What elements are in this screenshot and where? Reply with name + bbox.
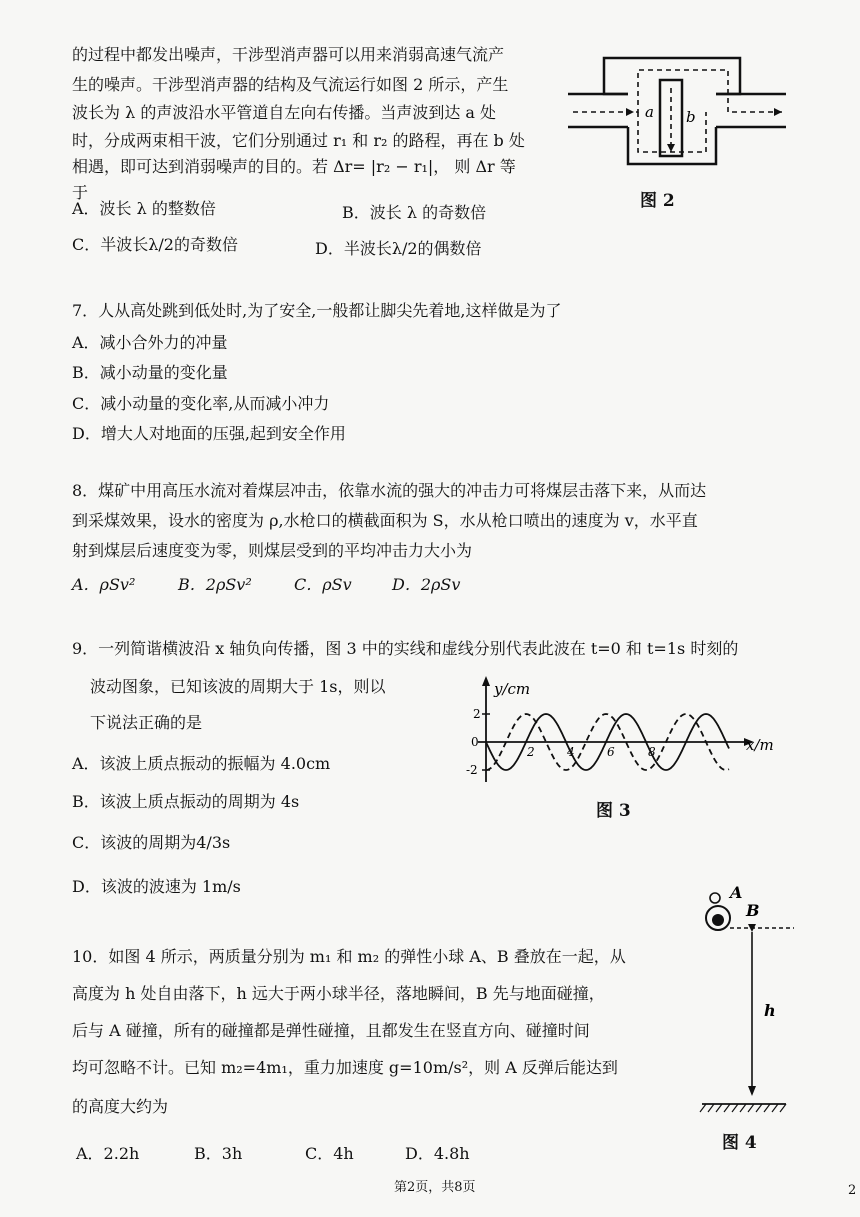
figure-2-label-b: b <box>686 108 696 126</box>
q7-option-c: C．减小动量的变化率,从而减小冲力 <box>72 394 330 413</box>
q9-option-c: C．该波的周期为4/3s <box>72 833 231 852</box>
q6-line-4: 时，分成两束相干波，它们分别通过 r₁ 和 r₂ 的路程，再在 b 处 <box>72 131 525 150</box>
q9-option-b: B．该波上质点振动的周期为 4s <box>72 792 300 811</box>
figure-3-ytick-neg2: -2 <box>466 763 478 777</box>
q10-option-c: C．4h <box>305 1144 354 1163</box>
figure-4-falling-balls <box>694 882 804 1118</box>
figure-4-label-h: h <box>764 1001 776 1020</box>
q7-stem: 7．人从高处跳到低处时,为了安全,一般都让脚尖先着地,这样做是为了 <box>72 301 562 320</box>
q10-line-1: 10．如图 4 所示，两质量分别为 m₁ 和 m₂ 的弹性小球 A、B 叠放在一起，从 <box>72 947 626 966</box>
q10-option-a: A．2.2h <box>76 1144 140 1163</box>
figure-3-ytick-0: 0 <box>471 735 479 749</box>
q9-line-1: 9．一列简谐横波沿 x 轴负向传播，图 3 中的实线和虚线分别代表此波在 t=0 和 t=1s 时刻的 <box>72 639 739 658</box>
q8-line-3: 射到煤层后速度变为零，则煤层受到的平均冲击力大小为 <box>72 541 473 560</box>
figure-2-caption: 图 2 <box>640 191 675 211</box>
figure-2-label-a: a <box>645 103 654 121</box>
figure-3-y-label: y/cm <box>494 680 531 698</box>
q6-line-2: 生的噪声。干涉型消声器的结构及气流运行如图 2 所示，产生 <box>72 75 509 94</box>
q6-line-5: 相遇，即可达到消弱噪声的目的。若 Δr= |r₂ − r₁|， 则 Δr 等 <box>72 157 516 176</box>
q10-line-3: 后与 A 碰撞，所有的碰撞都是弹性碰撞，且都发生在竖直方向、碰撞时间 <box>72 1021 590 1040</box>
q8-option-b: B．2ρSv² <box>178 575 252 594</box>
q9-line-2: 波动图象，已知该波的周期大于 1s，则以 <box>90 677 386 696</box>
figure-4-label-A: A <box>730 883 743 902</box>
q9-line-3: 下说法正确的是 <box>90 713 203 732</box>
q10-line-2: 高度为 h 处自由落下，h 远大于两小球半径，落地瞬间，B 先与地面碰撞， <box>72 984 605 1003</box>
figure-4-caption: 图 4 <box>722 1133 757 1153</box>
q8-option-c: C．ρSv <box>294 575 352 594</box>
q7-option-d: D．增大人对地面的压强,起到安全作用 <box>72 424 346 443</box>
q7-option-a: A．减小合外力的冲量 <box>72 333 228 352</box>
q10-line-5: 的高度大约为 <box>72 1097 169 1116</box>
figure-3-xtick-2: 2 <box>527 745 535 759</box>
figure-3-caption: 图 3 <box>596 801 631 821</box>
q6-option-d: D．半波长λ/2的偶数倍 <box>315 239 482 258</box>
figure-4-label-B: B <box>746 901 760 920</box>
q8-line-1: 8．煤矿中用高压水流对着煤层冲击，依靠水流的强大的冲击力可将煤层击落下来，从而达 <box>72 481 707 500</box>
q9-option-a: A．该波上质点振动的振幅为 4.0cm <box>72 754 331 773</box>
q8-option-a: A．ρSv² <box>72 575 136 594</box>
q10-option-b: B．3h <box>194 1144 243 1163</box>
q9-option-d: D．该波的波速为 1m/s <box>72 877 241 896</box>
q6-option-b: B．波长 λ 的奇数倍 <box>342 203 487 222</box>
q8-option-d: D．2ρSv <box>392 575 461 594</box>
page-corner-number: 2 <box>848 1183 857 1198</box>
q6-line-3: 波长为 λ 的声波沿水平管道自左向右传播。当声波到达 a 处 <box>72 103 497 122</box>
figure-2-muffler <box>568 52 788 182</box>
figure-3-wave-graph <box>456 676 796 791</box>
q7-option-b: B．减小动量的变化量 <box>72 363 228 382</box>
q6-line-6: 于 <box>72 183 89 202</box>
q8-line-2: 到采煤效果，设水的密度为 ρ,水枪口的横截面积为 S，水从枪口喷出的速度为 v，水平直 <box>72 511 698 530</box>
figure-3-xtick-8: 8 <box>648 745 656 759</box>
q6-option-c: C．半波长λ/2的奇数倍 <box>72 235 238 254</box>
q6-option-a: A．波长 λ 的整数倍 <box>72 199 216 218</box>
q10-line-4: 均可忽略不计。已知 m₂=4m₁，重力加速度 g=10m/s²，则 A 反弹后能达到 <box>72 1058 618 1077</box>
page-number: 第2页，共8页 <box>394 1180 476 1195</box>
q10-option-d: D．4.8h <box>405 1144 470 1163</box>
figure-3-xtick-6: 6 <box>607 745 615 759</box>
figure-3-x-label: x/m <box>746 736 774 754</box>
figure-3-ytick-2: 2 <box>473 707 481 721</box>
q6-line-1: 的过程中都发出噪声，干涉型消声器可以用来消弱高速气流产 <box>72 45 505 64</box>
figure-3-xtick-4: 4 <box>567 745 575 759</box>
